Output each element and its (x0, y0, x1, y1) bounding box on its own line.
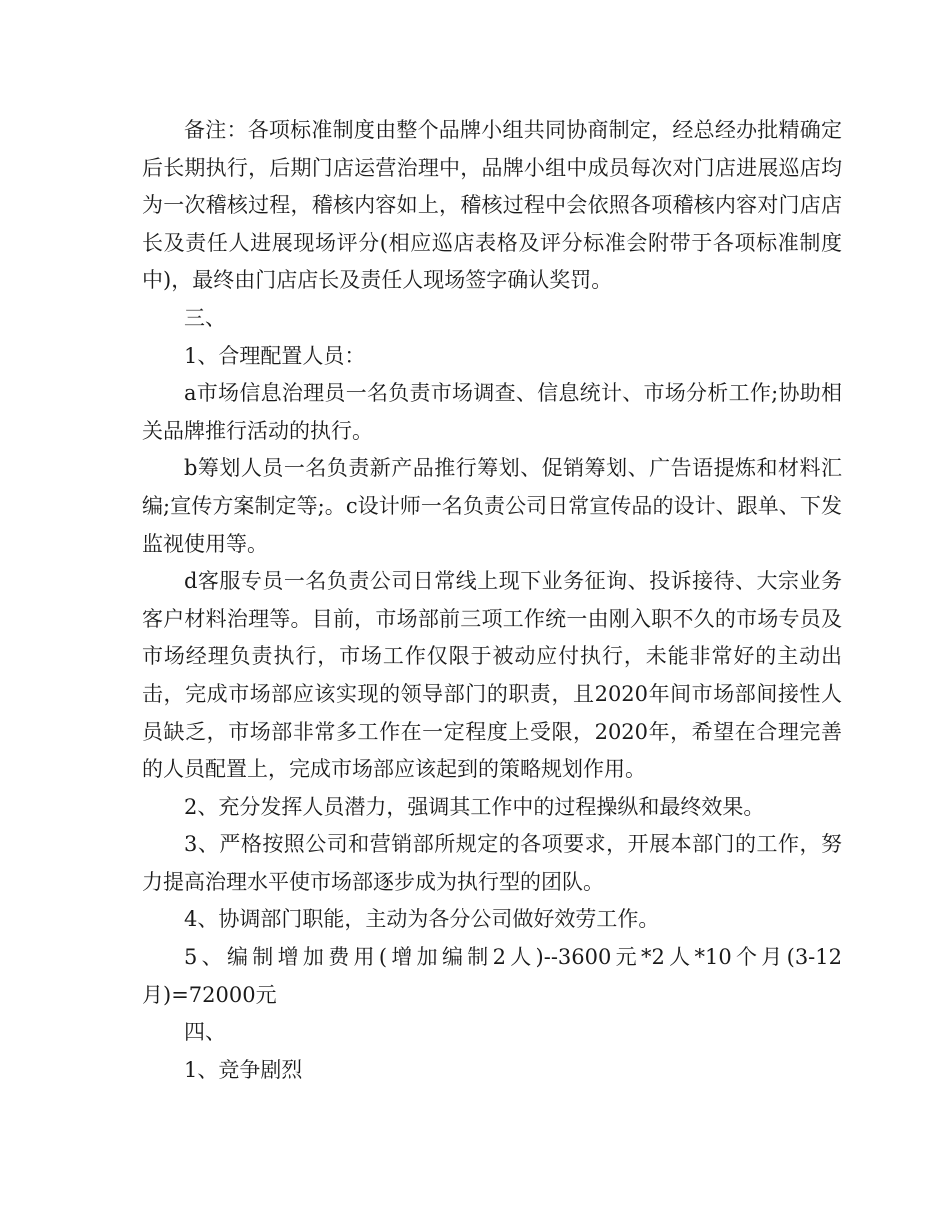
paragraph-item-2: 2、充分发挥人员潜力，强调其工作中的过程操纵和最终效果。 (184, 794, 765, 819)
paragraph-remarks: 备注：各项标准制度由整个品牌小组共同协商制定，经总经办批精确定后长期执行，后期门店运营治理中，品牌小组中成员每次对门店进展巡店均为一次稽核过程，稽核内容如上，稽核过程中会依照各项稽核内容对门店店长及责任人进展现场评分(相应巡店表格及评分标准会附带于各项标准制度中)，最终由门店店长及责任人现场签字确认奖罚。 (142, 118, 842, 293)
paragraph-staff-d: d客服专员一名负责公司日常线上现下业务征询、投诉接待、大宗业务客户材料治理等。目前，市场部前三项工作统一由刚入职不久的市场专员及市场经理负责执行，市场工作仅限于被动应付执行，未能非常好的主动出击，完成市场部应该实现的领导部门的职责，且2020年间市场部间接性人员缺乏，市场部非常多工作在一定程度上受限，2020年，希望在合理完善的人员配置上，完成市场部应该起到的策略规划作用。 (142, 569, 842, 782)
paragraph-competition: 1、竞争剧烈 (184, 1057, 303, 1082)
paragraph-staff-b-c: b筹划人员一名负责新产品推行筹划、促销筹划、广告语提炼和材料汇编;宣传方案制定等;。c设计师一名负责公司日常宣传品的设计、跟单、下发监视使用等。 (142, 456, 842, 556)
paragraph-item-5: 5、编制增加费用(增加编制2人)--3600元*2人*10个月(3-12月)=72000元 (142, 945, 842, 1007)
section-heading-three: 三、 (184, 305, 226, 330)
paragraph-item-4: 4、协调部门职能，主动为各分公司做好效劳工作。 (184, 907, 660, 932)
paragraph-staff-a: a市场信息治理员一名负责市场调查、信息统计、市场分析工作;协助相关品牌推行活动的执行。 (142, 381, 842, 443)
section-heading-four: 四、 (184, 1020, 226, 1045)
paragraph-item-staffing: 1、合理配置人员： (184, 343, 366, 368)
paragraph-item-3: 3、严格按照公司和营销部所规定的各项要求，开展本部门的工作，努力提高治理水平使市场部逐步成为执行型的团队。 (142, 832, 842, 894)
document-body (142, 112, 842, 1089)
